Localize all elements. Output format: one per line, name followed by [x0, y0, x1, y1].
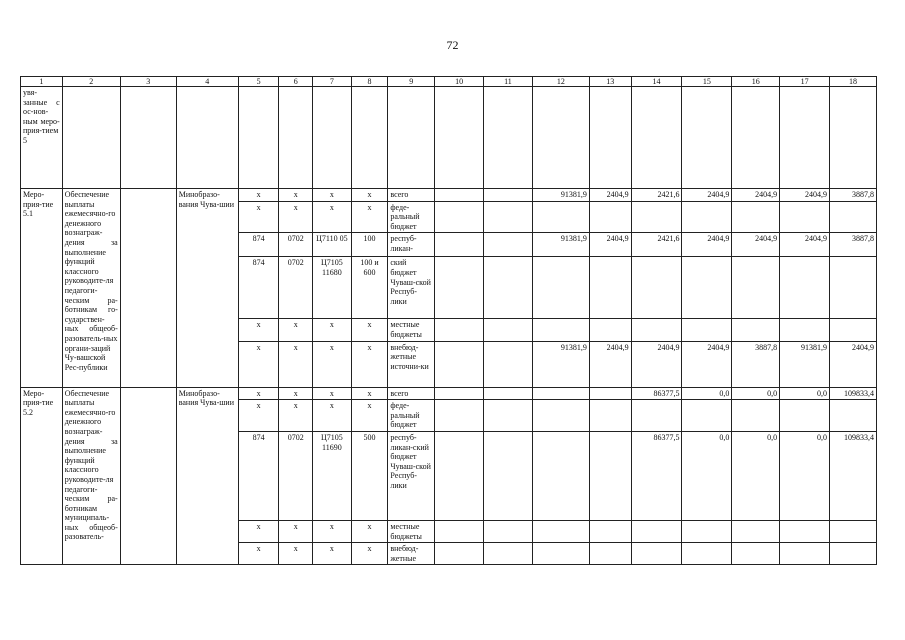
empty-cell	[484, 543, 533, 565]
cell-c6: x	[279, 520, 313, 542]
cell-c14: 86377,5	[631, 387, 682, 400]
cell-c9: феде-ральный бюджет	[388, 201, 435, 233]
cell-c9: феде-ральный бюджет	[388, 400, 435, 432]
column-number: 4	[176, 77, 238, 87]
cell-c8: x	[351, 387, 388, 400]
cell-c6: x	[279, 319, 313, 341]
event-cell: Меро-прия-тие 5.2	[21, 387, 63, 565]
cell-c14	[631, 201, 682, 233]
cell-c8: x	[351, 189, 388, 202]
empty-cell	[435, 400, 484, 432]
cell-c18	[830, 543, 877, 565]
executor-cell: Минобразо-вания Чува-шии	[176, 387, 238, 565]
cell-c18: 109833,4	[830, 387, 877, 400]
cell-c18	[830, 400, 877, 432]
empty-cell	[120, 189, 176, 388]
cell-c8: x	[351, 201, 388, 233]
cell-c6: x	[279, 189, 313, 202]
cell-c13	[589, 543, 631, 565]
cell-c12	[532, 431, 589, 520]
cell-c9: респуб-ликан-ский бюджет Чуваш-ской Респуб-лики	[388, 431, 435, 520]
cell-c15	[682, 400, 732, 432]
cell-c15: 0,0	[682, 431, 732, 520]
column-number: 9	[388, 77, 435, 87]
cell-c17: 0,0	[780, 387, 830, 400]
table-row	[21, 387, 877, 400]
cell-c12	[532, 400, 589, 432]
empty-cell	[484, 520, 533, 542]
cell-c7: x	[313, 319, 352, 341]
cell-c12: 91381,9	[532, 189, 589, 202]
column-number: 8	[351, 77, 388, 87]
cell-c7: x	[313, 201, 352, 233]
empty-cell	[484, 257, 533, 319]
cell-c16	[732, 201, 780, 233]
cell-c16: 0,0	[732, 387, 780, 400]
cell-c9: всего	[388, 387, 435, 400]
cell-c7: Ц7105 11680	[313, 257, 352, 319]
cell-c18	[830, 257, 877, 319]
column-number: 13	[589, 77, 631, 87]
column-number: 5	[238, 77, 279, 87]
cell-c5: x	[238, 319, 279, 341]
cell-c16	[732, 257, 780, 319]
empty-cell	[484, 319, 533, 341]
cell-c15	[682, 543, 732, 565]
empty-cell	[435, 319, 484, 341]
cell-c9: респуб-ликан-	[388, 233, 435, 257]
cell-c13: 2404,9	[589, 233, 631, 257]
empty-cell	[120, 387, 176, 565]
cell-c6: x	[279, 341, 313, 387]
column-number: 1	[21, 77, 63, 87]
cell-c5: x	[238, 387, 279, 400]
cell-c18: 3887,8	[830, 233, 877, 257]
cell-c14	[631, 400, 682, 432]
cell-c9: внебюд-жетные источни-ки	[388, 341, 435, 387]
cell-c9: местные бюджеты	[388, 520, 435, 542]
cell-c16	[732, 520, 780, 542]
cell-c17	[780, 520, 830, 542]
empty-cell	[484, 189, 533, 202]
empty-cell	[435, 257, 484, 319]
cell-c15: 2404,9	[682, 341, 732, 387]
cell-c17	[780, 400, 830, 432]
cell-c16	[732, 319, 780, 341]
cell-c14: 86377,5	[631, 431, 682, 520]
cell-c5: x	[238, 400, 279, 432]
empty-cell	[435, 387, 484, 400]
page-number: 72	[446, 38, 459, 52]
column-number: 14	[631, 77, 682, 87]
cell-c15	[682, 257, 732, 319]
cell-c14: 2421,6	[631, 189, 682, 202]
cell-c5: 874	[238, 431, 279, 520]
cell-c5: 874	[238, 257, 279, 319]
cell-c13	[589, 319, 631, 341]
cell-c7: Ц7105 11690	[313, 431, 352, 520]
cell-c16: 2404,9	[732, 189, 780, 202]
cell-c13	[589, 387, 631, 400]
intro-cell: увя-занные с ос-нов-ным меро-прия-тием 5	[21, 87, 63, 189]
column-number: 10	[435, 77, 484, 87]
cell-c6: x	[279, 543, 313, 565]
cell-c7: x	[313, 543, 352, 565]
cell-c18: 109833,4	[830, 431, 877, 520]
description-cell: Обеспечение выплаты ежемесячно-го денежного вознаграж-дения за выполнение функций классного руководите-ля педагоги-ческим ра-ботникам муниципаль-ных общеоб-разователь-	[62, 387, 120, 565]
cell-c17	[780, 543, 830, 565]
cell-c8: x	[351, 319, 388, 341]
cell-c16: 2404,9	[732, 233, 780, 257]
cell-c16	[732, 400, 780, 432]
column-number: 6	[279, 77, 313, 87]
cell-c12	[532, 319, 589, 341]
cell-c17	[780, 201, 830, 233]
cell-c14: 2421,6	[631, 233, 682, 257]
cell-c6: x	[279, 400, 313, 432]
cell-c8: x	[351, 520, 388, 542]
column-number: 7	[313, 77, 352, 87]
cell-c17	[780, 257, 830, 319]
cell-c9: местные бюджеты	[388, 319, 435, 341]
empty-cell	[484, 233, 533, 257]
cell-c7: x	[313, 387, 352, 400]
cell-c6: x	[279, 387, 313, 400]
column-number: 16	[732, 77, 780, 87]
executor-cell: Минобразо-вания Чува-шии	[176, 189, 238, 388]
empty-cell	[435, 520, 484, 542]
cell-c17: 2404,9	[780, 233, 830, 257]
intro-row	[21, 87, 877, 189]
cell-c8: x	[351, 341, 388, 387]
column-number: 12	[532, 77, 589, 87]
column-number: 15	[682, 77, 732, 87]
cell-c12	[532, 520, 589, 542]
cell-c9: ский бюджет Чуваш-ской Респуб-лики	[388, 257, 435, 319]
cell-c18: 3887,8	[830, 189, 877, 202]
cell-c6: 0702	[279, 233, 313, 257]
cell-c17	[780, 319, 830, 341]
cell-c18	[830, 520, 877, 542]
cell-c15: 2404,9	[682, 189, 732, 202]
cell-c15: 0,0	[682, 387, 732, 400]
cell-c14	[631, 520, 682, 542]
cell-c13: 2404,9	[589, 189, 631, 202]
cell-c5: x	[238, 543, 279, 565]
cell-c17: 2404,9	[780, 189, 830, 202]
empty-cell	[484, 201, 533, 233]
cell-c14	[631, 543, 682, 565]
cell-c6: x	[279, 201, 313, 233]
cell-c7: x	[313, 189, 352, 202]
cell-c12: 91381,9	[532, 341, 589, 387]
cell-c9: всего	[388, 189, 435, 202]
cell-c5: x	[238, 201, 279, 233]
cell-c12	[532, 257, 589, 319]
budget-table	[20, 76, 877, 565]
empty-cell	[435, 543, 484, 565]
cell-c12	[532, 201, 589, 233]
column-number: 2	[62, 77, 120, 87]
cell-c5: x	[238, 189, 279, 202]
column-number: 17	[780, 77, 830, 87]
cell-c17: 91381,9	[780, 341, 830, 387]
cell-c16	[732, 543, 780, 565]
cell-c18	[830, 201, 877, 233]
cell-c14	[631, 257, 682, 319]
cell-c5: 874	[238, 233, 279, 257]
cell-c7: x	[313, 400, 352, 432]
cell-c5: x	[238, 520, 279, 542]
empty-cell	[435, 189, 484, 202]
cell-c8: 500	[351, 431, 388, 520]
cell-c13	[589, 257, 631, 319]
cell-c9: внебюд-жетные	[388, 543, 435, 565]
empty-cell	[484, 387, 533, 400]
cell-c14: 2404,9	[631, 341, 682, 387]
cell-c17: 0,0	[780, 431, 830, 520]
cell-c15	[682, 201, 732, 233]
cell-c12	[532, 387, 589, 400]
empty-cell	[435, 201, 484, 233]
event-cell: Меро-прия-тие 5.1	[21, 189, 63, 388]
cell-c15	[682, 520, 732, 542]
cell-c8: x	[351, 400, 388, 432]
empty-cell	[435, 431, 484, 520]
cell-c18: 2404,9	[830, 341, 877, 387]
empty-cell	[484, 341, 533, 387]
table-row	[21, 189, 877, 202]
cell-c5: x	[238, 341, 279, 387]
cell-c14	[631, 319, 682, 341]
empty-cell	[484, 431, 533, 520]
empty-cell	[484, 400, 533, 432]
cell-c13	[589, 400, 631, 432]
column-number-row	[21, 77, 877, 87]
column-number: 11	[484, 77, 533, 87]
cell-c6: 0702	[279, 257, 313, 319]
cell-c7: Ц7110 05	[313, 233, 352, 257]
cell-c18	[830, 319, 877, 341]
cell-c12: 91381,9	[532, 233, 589, 257]
cell-c7: x	[313, 520, 352, 542]
empty-cell	[435, 341, 484, 387]
column-number: 3	[120, 77, 176, 87]
cell-c12	[532, 543, 589, 565]
empty-cell	[435, 233, 484, 257]
description-cell: Обеспечение выплаты ежемесячно-го денежного вознаграж-дения за выполнение функций классного руководите-ля педагоги-ческим ра-ботникам го-сударствен-ных общеоб-разователь-ных органи-заций Чу-вашской Рес-публики	[62, 189, 120, 388]
cell-c13	[589, 201, 631, 233]
cell-c8: 100 и 600	[351, 257, 388, 319]
cell-c6: 0702	[279, 431, 313, 520]
cell-c7: x	[313, 341, 352, 387]
cell-c13	[589, 520, 631, 542]
column-number: 18	[830, 77, 877, 87]
cell-c13	[589, 431, 631, 520]
cell-c8: x	[351, 543, 388, 565]
cell-c13: 2404,9	[589, 341, 631, 387]
cell-c16: 3887,8	[732, 341, 780, 387]
cell-c8: 100	[351, 233, 388, 257]
cell-c15: 2404,9	[682, 233, 732, 257]
cell-c15	[682, 319, 732, 341]
cell-c16: 0,0	[732, 431, 780, 520]
